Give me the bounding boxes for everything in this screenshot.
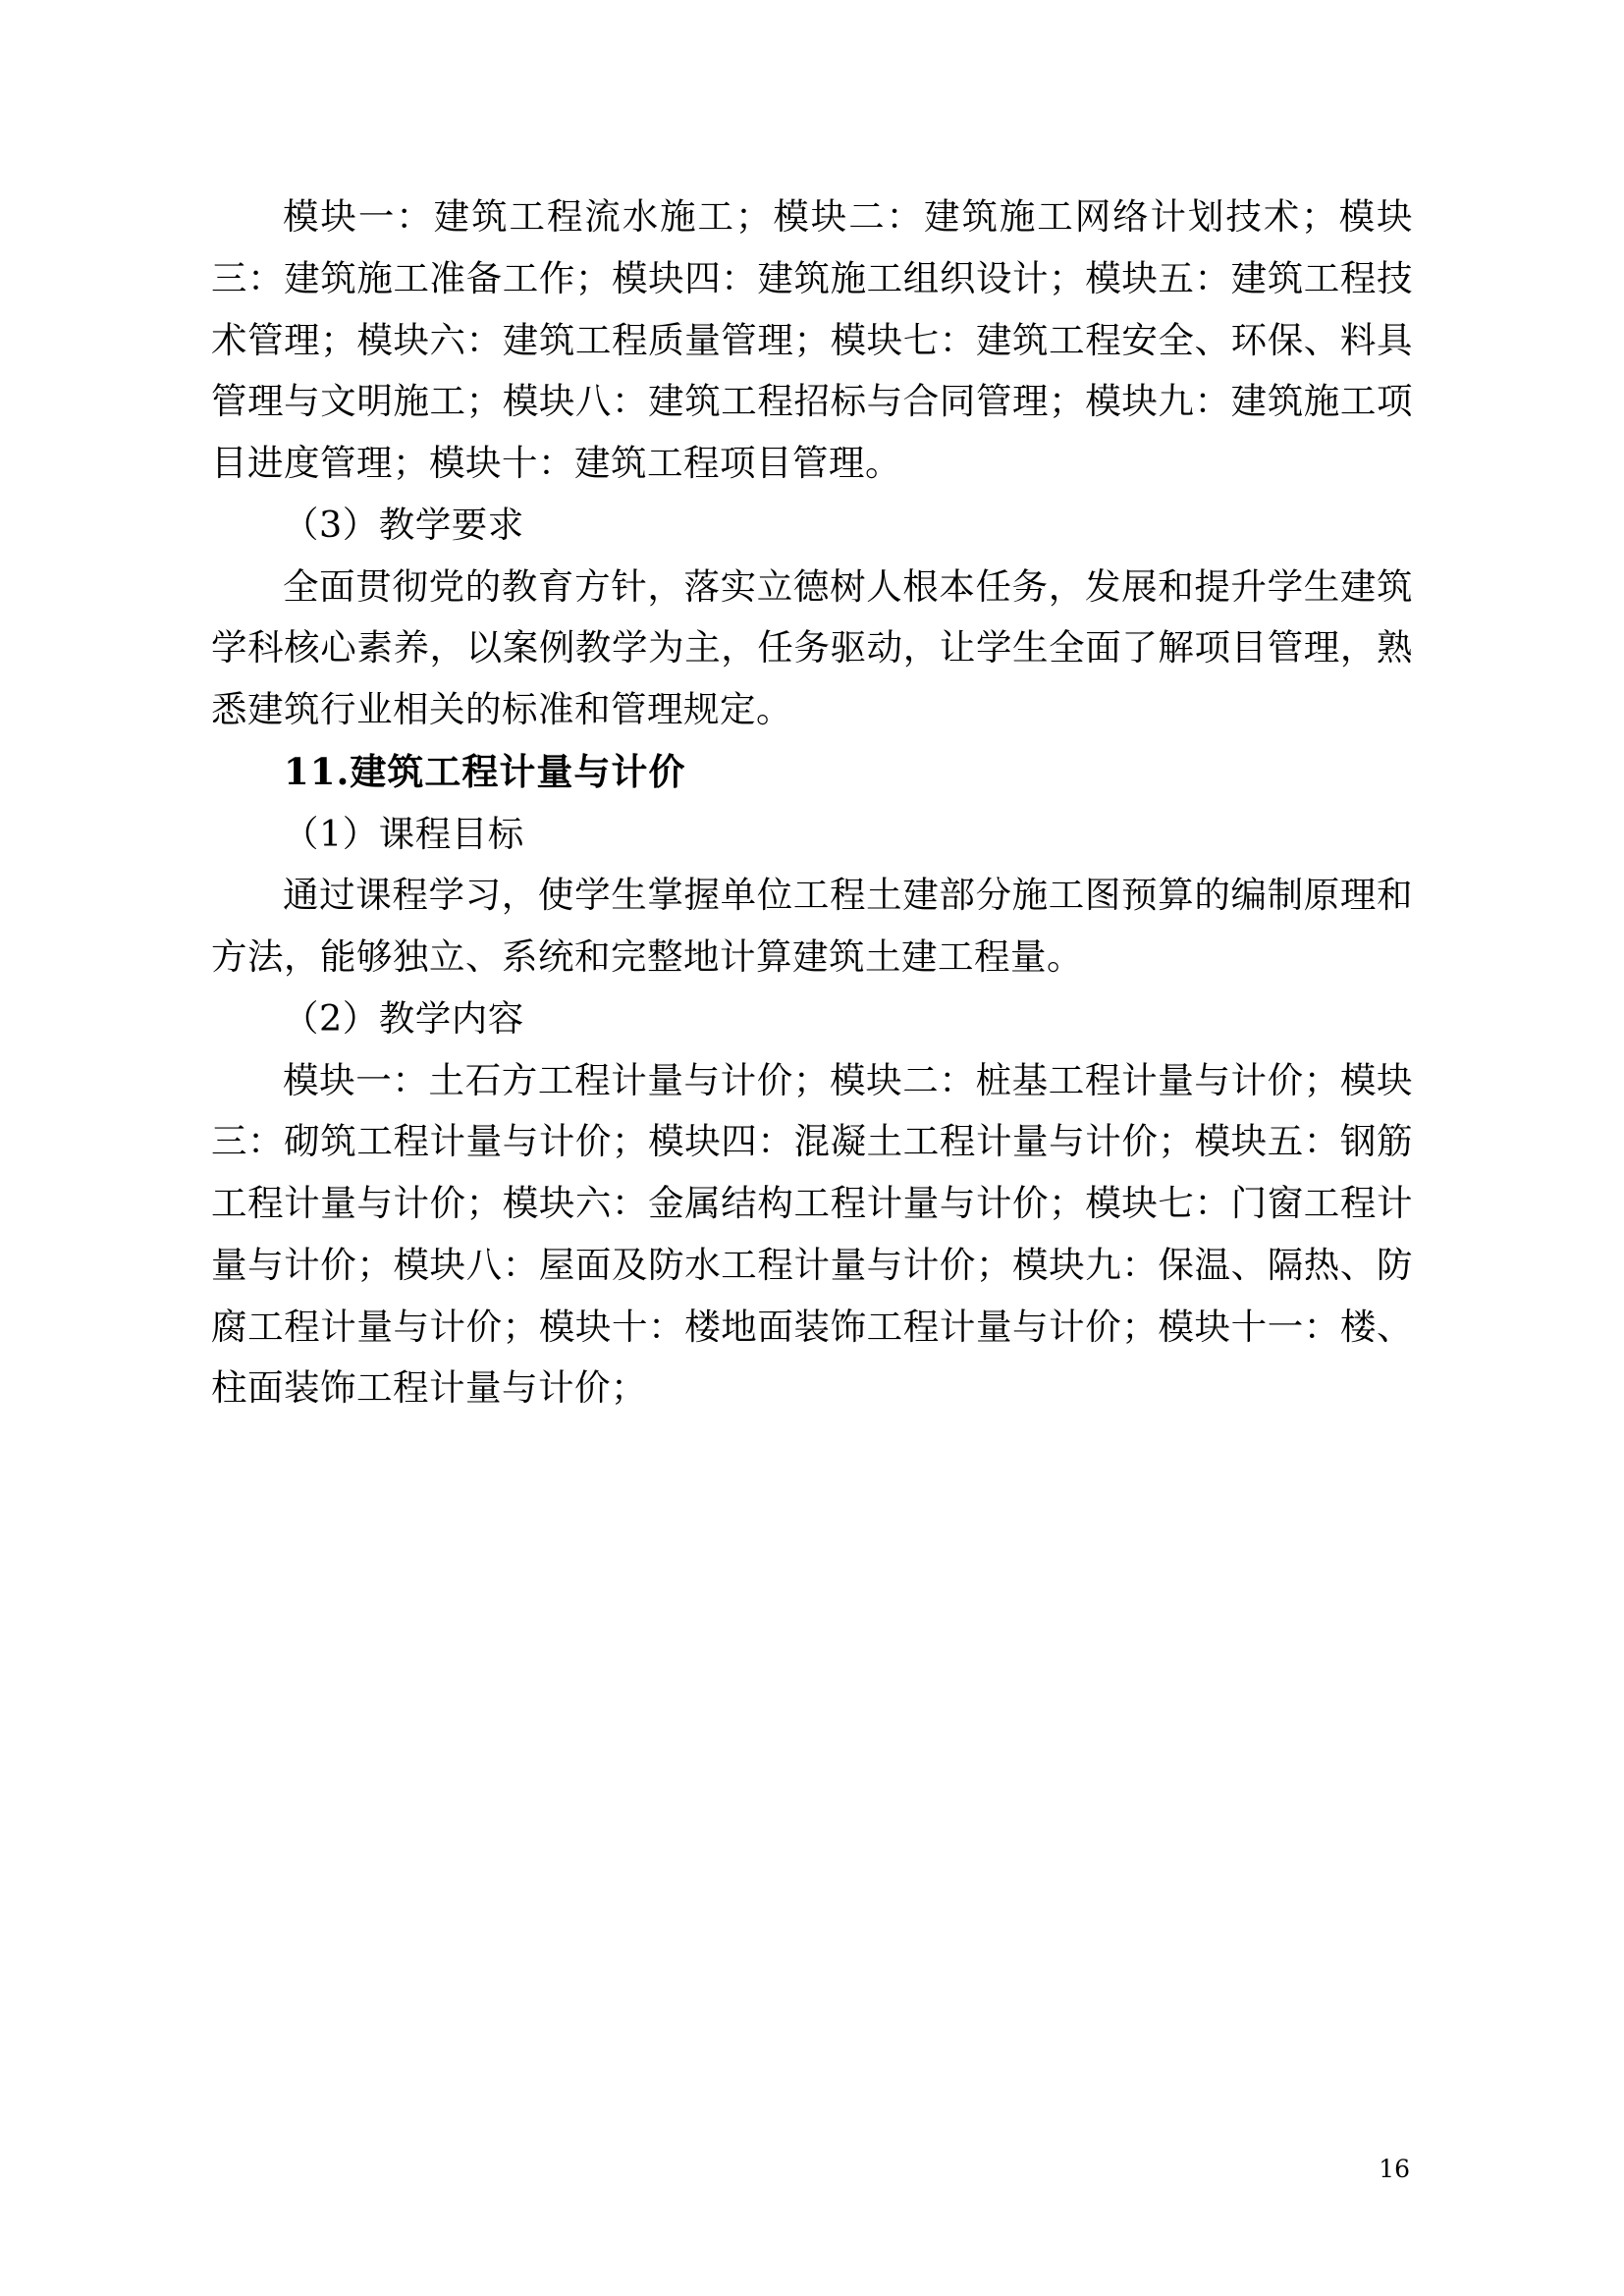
paragraph-label-teaching-content: （2）教学内容 (283, 996, 524, 1040)
paragraph-teaching-content-modules-construction-organization: 模块一：建筑工程流水施工；模块二：建筑施工网络计划技术；模块三：建筑施工准备工作；模块四：建筑施工组织设计；模块五：建筑工程技术管理；模块六：建筑工程质量管理；模块七：建筑工程安全、环保、料具管理与文明施工；模块八：建筑工程招标与合同管理；模块九：建筑施工项目进度管理；模块十：建筑工程项目管理。 (211, 195, 1413, 485)
paragraph-teaching-requirements-body: 全面贯彻党的教育方针，落实立德树人根本任务，发展和提升学生建筑学科核心素养，以案例教学为主，任务驱动，让学生全面了解项目管理，熟悉建筑行业相关的标准和管理规定。 (211, 564, 1413, 731)
heading-course-11: 11.建筑工程计量与计价 (284, 749, 686, 793)
paragraph-label-teaching-requirements: （3）教学要求 (283, 503, 524, 546)
paragraph-label-course-objectives: （1）课程目标 (283, 812, 524, 855)
page-number: 16 (1379, 2155, 1410, 2183)
paragraph-course-objectives-body: 通过课程学习，使学生掌握单位工程土建部分施工图预算的编制原理和方法，能够独立、系统和完整地计算建筑土建工程量。 (211, 874, 1413, 979)
paragraph-teaching-content-modules-measurement-pricing: 模块一：土石方工程计量与计价；模块二：桩基工程计量与计价；模块三：砌筑工程计量与计价；模块四：混凝土工程计量与计价；模块五：钢筋工程计量与计价；模块六：金属结构工程计量与计价；模块七：门窗工程计量与计价；模块八：屋面及防水工程计量与计价；模块九：保温、隔热、防腐工程计量与计价；模块十：楼地面装饰工程计量与计价；模块十一：楼、柱面装饰工程计量与计价； (211, 1058, 1413, 1410)
document-body (211, 187, 1413, 1419)
